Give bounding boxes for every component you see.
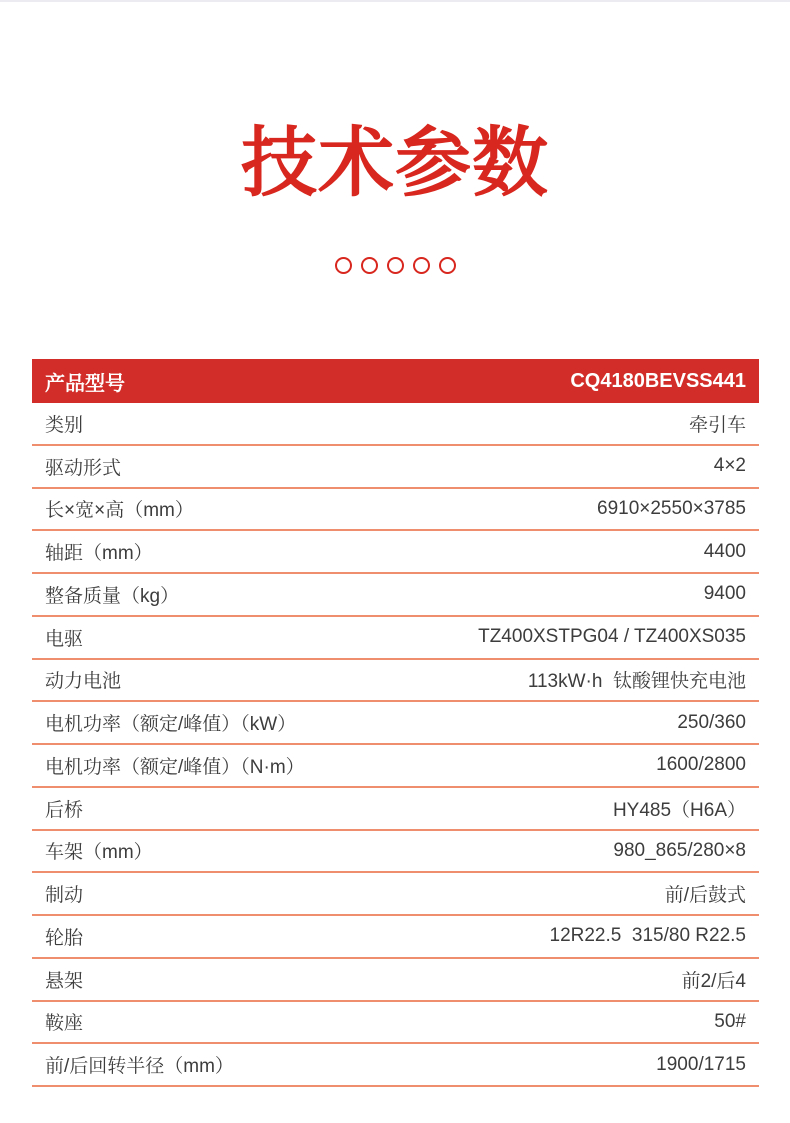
row-value: 50# bbox=[714, 1010, 746, 1032]
row-value: 牵引车 bbox=[688, 414, 746, 436]
table-row bbox=[32, 489, 759, 532]
row-label: 鞍座 bbox=[45, 1013, 84, 1035]
product-model-value: CQ4180BEVSS441 bbox=[570, 369, 746, 392]
table-row bbox=[32, 959, 759, 1002]
table-row bbox=[32, 403, 759, 446]
row-value: 250/360 bbox=[677, 711, 746, 733]
table-row bbox=[32, 831, 759, 874]
table-row bbox=[32, 446, 759, 489]
table-row bbox=[32, 617, 759, 660]
row-label: 电驱 bbox=[45, 628, 84, 650]
row-label: 长×宽×高（mm） bbox=[45, 500, 194, 522]
table-row bbox=[32, 1044, 759, 1087]
row-label: 轮胎 bbox=[45, 927, 84, 949]
circle-outline-icon bbox=[387, 257, 404, 274]
product-model-label: 产品型号 bbox=[45, 372, 125, 395]
table-row bbox=[32, 745, 759, 788]
page-title: 技术参数 bbox=[241, 121, 549, 206]
row-value: 前2/后4 bbox=[681, 970, 746, 992]
row-value: 6910×2550×3785 bbox=[597, 497, 746, 519]
table-row bbox=[32, 873, 759, 916]
circle-outline-icon bbox=[439, 257, 456, 274]
row-label: 驱动形式 bbox=[45, 457, 122, 479]
row-value: 113kW·h 钛酸锂快充电池 bbox=[527, 671, 746, 693]
row-label: 悬架 bbox=[45, 970, 84, 992]
row-label: 整备质量（kg） bbox=[45, 585, 180, 607]
row-label: 轴距（mm） bbox=[45, 543, 153, 565]
top-edge-divider bbox=[0, 0, 790, 2]
row-value: 980_865/280×8 bbox=[613, 839, 746, 861]
row-label: 车架（mm） bbox=[45, 842, 153, 864]
table-row bbox=[32, 574, 759, 617]
row-label: 类别 bbox=[45, 414, 84, 436]
row-label: 电机功率（额定/峰值）（N·m） bbox=[45, 756, 305, 778]
table-row bbox=[32, 916, 759, 959]
circle-outline-icon bbox=[413, 257, 430, 274]
circle-outline-icon bbox=[335, 257, 352, 274]
row-label: 动力电池 bbox=[45, 671, 122, 693]
row-label: 后桥 bbox=[45, 799, 84, 821]
circle-outline-icon bbox=[361, 257, 378, 274]
row-value: 1600/2800 bbox=[656, 754, 746, 776]
row-value: HY485（H6A） bbox=[612, 799, 746, 821]
table-row bbox=[32, 660, 759, 703]
row-value: 4400 bbox=[703, 540, 746, 562]
spec-table bbox=[32, 359, 759, 1087]
table-row bbox=[32, 531, 759, 574]
row-value: TZ400XSTPG04 / TZ400XS035 bbox=[478, 626, 746, 648]
row-value: 前/后鼓式 bbox=[664, 885, 746, 907]
row-value: 9400 bbox=[703, 583, 746, 605]
row-label: 制动 bbox=[45, 885, 84, 907]
row-label: 前/后回转半径（mm） bbox=[45, 1056, 234, 1078]
deco-dots bbox=[0, 257, 790, 274]
table-row bbox=[32, 788, 759, 831]
row-value: 1900/1715 bbox=[656, 1053, 746, 1075]
row-value: 12R22.5 315/80 R22.5 bbox=[549, 925, 746, 947]
row-label: 电机功率（额定/峰值）（kW） bbox=[45, 714, 297, 736]
table-header-row bbox=[32, 359, 759, 403]
table-row bbox=[32, 1002, 759, 1045]
row-value: 4×2 bbox=[713, 455, 746, 477]
table-row bbox=[32, 702, 759, 745]
